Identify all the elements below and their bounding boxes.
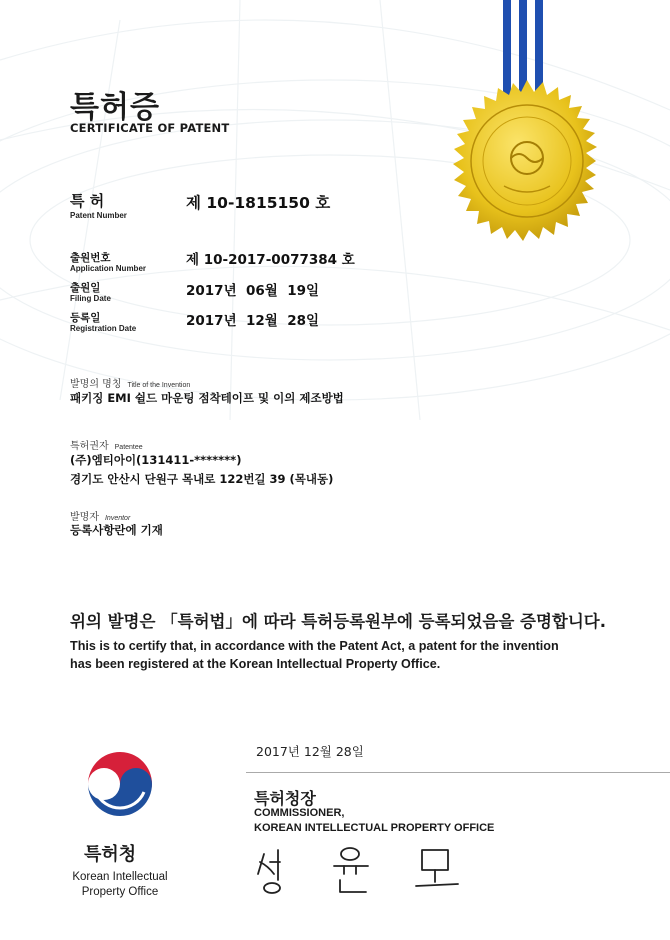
kipo-name-line1: Korean Intellectual [72,871,168,883]
certification-korean: 위의 발명은 「특허법」에 따라 특허등록원부에 등록되었음을 증명합니다. [70,612,606,631]
divider [246,772,670,773]
commissioner-line2: KOREAN INTELLECTUAL PROPERTY OFFICE [254,822,495,834]
certificate-title-korean: 특허증 [70,90,160,125]
inventor-label-english: Inventor [104,515,131,522]
patentee-section [70,434,143,453]
patentee-address: 경기도 안산시 단원구 목내로 122번길 39 (목내동) [70,472,334,486]
patent-number-label: 특 허 [70,192,105,210]
issue-date: 2017년 12월 28일 [256,744,364,759]
registration-date-value: 2017년 12월 28일 [186,313,320,329]
patentee-name: (주)엠티아이(131411-*******) [70,453,242,467]
patent-number-label-english: Patent Number [70,211,127,220]
commissioner-title-english [254,806,494,836]
patentee-label-english: Patentee [114,444,143,451]
certification-english-line1: This is to certify that, in accordance with the Patent Act, a patent for the invention [70,639,559,653]
invention-title-label-english: Title of the Invention [127,382,191,389]
certification-english-line2: has been registered at the Korean Intellectual Property Office. [70,657,441,671]
filing-date-value: 2017년 06월 19일 [186,283,320,299]
commissioner-title-korean: 특허청장 [254,789,316,808]
application-number-value: 제 10-2017-0077384 호 [186,252,355,268]
invention-title-section [70,372,190,391]
application-number-label-english: Application Number [70,264,147,273]
kipo-name-english [60,870,180,900]
registration-date-label: 등록일 [70,312,101,324]
kipo-name-korean: 특허청 [84,844,137,865]
signature [252,840,472,900]
kipo-taeguk-logo-icon [82,746,158,822]
commissioner-line1: COMMISSIONER, [254,807,345,819]
inventor-value: 등록사항란에 기재 [70,523,163,537]
patent-number-value: 제 10-1815150 호 [186,194,331,212]
patentee-label: 특허권자 [70,441,109,452]
certification-english [70,637,559,673]
certificate-title-english: CERTIFICATE OF PATENT [70,121,230,135]
gold-seal-icon [444,78,610,244]
filing-date-label: 출원일 [70,282,101,294]
registration-date-label-english: Registration Date [70,324,137,333]
kipo-name-line2: Property Office [81,886,159,898]
application-number-label: 출원번호 [70,252,111,264]
invention-title-label: 발명의 명칭 [70,379,122,390]
filing-date-label-english: Filing Date [70,294,111,303]
inventor-label: 발명자 [70,512,99,523]
invention-title-value: 패키징 EMI 쉴드 마운팅 점착테이프 및 이의 제조방법 [70,391,344,405]
